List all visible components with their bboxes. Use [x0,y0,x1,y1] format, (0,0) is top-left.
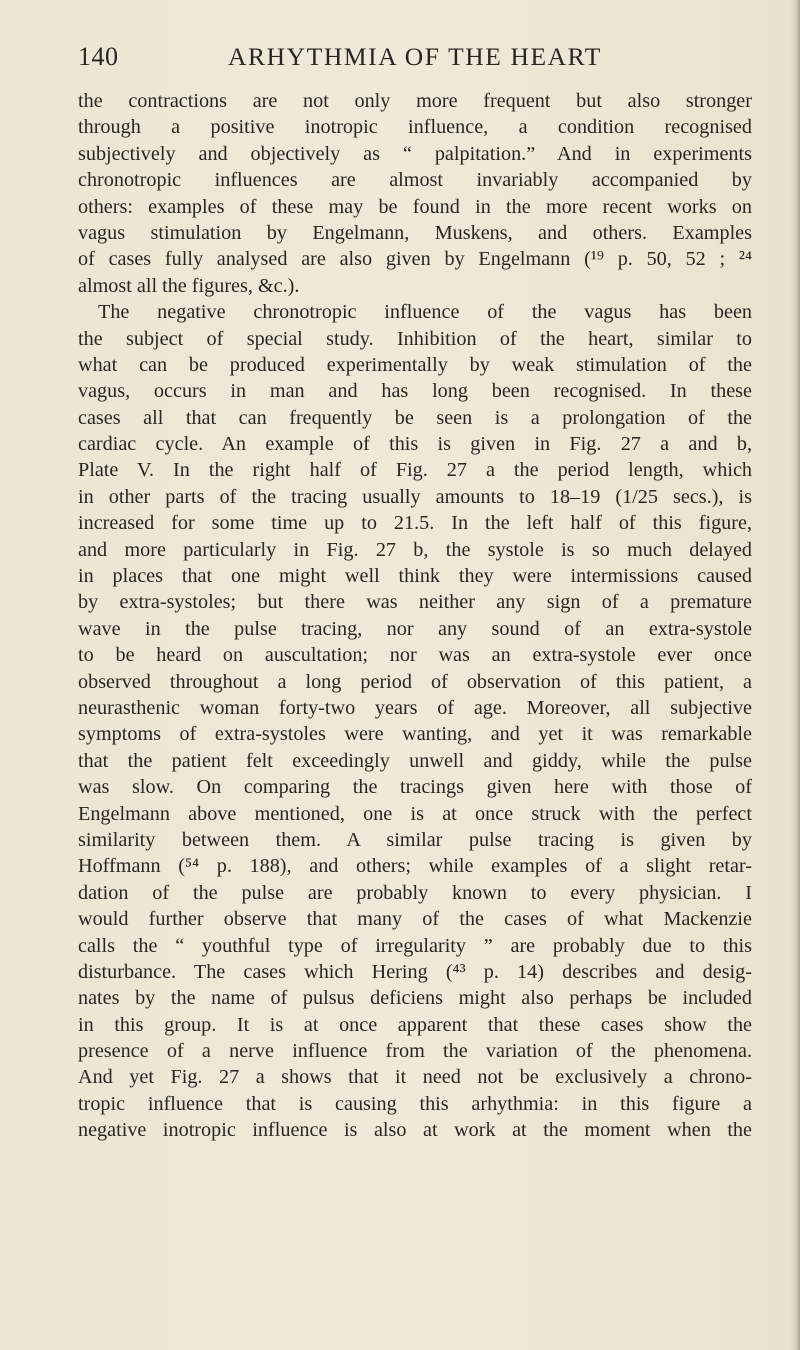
page-number: 140 [78,42,119,71]
text-line: presence of a nerve influence from the variation of the phenomena. [78,1040,752,1063]
text-line: cases all that can frequently be seen is a prolongation of the [78,406,752,429]
text-line: nates by the name of pulsus deficiens might also perhaps be included [78,987,752,1010]
text-line: similarity between them. A similar pulse tracing is given by [78,828,752,851]
text-line: subjectively and objectively as “ palpitation.” And in experiments [78,142,752,165]
text-line: to be heard on auscultation; nor was an extra-systole ever once [78,644,752,667]
text-line: cardiac cycle. An example of this is given in Fig. 27 a and b, [78,433,752,456]
text-line: neurasthenic woman forty-two years of age. Moreover, all subjective [78,696,752,719]
text-line: of cases fully analysed are also given by Engelmann (¹⁹ p. 50, 52 ; ²⁴ [78,248,752,271]
text-line: what can be produced experimentally by weak stimulation of the [78,353,752,376]
text-line: negative inotropic influence is also at work at the moment when the [78,1119,752,1142]
text-line: chronotropic influences are almost invariably accompanied by [78,169,752,192]
text-line: vagus stimulation by Engelmann, Muskens, and others. Examples [78,221,752,244]
text-line: calls the “ youthful type of irregularity ” are probably due to this [78,934,752,957]
text-line: wave in the pulse tracing, nor any sound of an extra-systole [78,617,752,640]
text-line: by extra-systoles; but there was neither any sign of a premature [78,591,752,614]
text-line: Plate V. In the right half of Fig. 27 a the period length, which [78,459,752,482]
text-line: increased for some time up to 21.5. In the left half of this figure, [78,512,752,535]
text-line: tropic influence that is causing this arhythmia: in this figure a [78,1092,752,1115]
text-line: And yet Fig. 27 a shows that it need not be exclusively a chrono- [78,1066,752,1089]
text-line: Engelmann above mentioned, one is at once struck with the perfect [78,802,752,825]
text-line: observed throughout a long period of observation of this patient, a [78,670,752,693]
text-line: disturbance. The cases which Hering (⁴³ p. 14) describes and desig- [78,960,752,983]
text-line: and more particularly in Fig. 27 b, the systole is so much delayed [78,538,752,561]
text-line: in this group. It is at once apparent that these cases show the [78,1013,752,1036]
text-line: almost all the figures, &c.). [78,274,300,297]
text-line: in other parts of the tracing usually amounts to 18–19 (1/25 secs.), is [78,485,752,508]
text-line: the contractions are not only more frequent but also stronger [78,90,752,112]
text-line: The negative chronotropic influence of the vagus has been [98,301,752,324]
text-line: the subject of special study. Inhibition of the heart, similar to [78,327,752,350]
text-line: vagus, occurs in man and has long been recognised. In these [78,380,752,403]
text-line: was slow. On comparing the tracings given here with those of [78,776,752,799]
text-line: dation of the pulse are probably known to every physician. I [78,881,752,904]
page-edge-shadow [790,0,800,1350]
text-line: through a positive inotropic influence, a condition recognised [78,116,752,139]
page-header [78,34,750,84]
body-text [78,88,752,1144]
text-line: would further observe that many of the cases of what Mackenzie [78,908,752,931]
running-title: ARHYTHMIA OF THE HEART [228,42,602,71]
text-line: that the patient felt exceedingly unwell and giddy, while the pulse [78,749,752,772]
text-line: symptoms of extra-systoles were wanting, and yet it was remarkable [78,723,752,746]
text-line: others: examples of these may be found in the more recent works on [78,195,752,218]
text-line: in places that one might well think they were intermissions caused [78,565,752,588]
text-line: Hoffmann (⁵⁴ p. 188), and others; while examples of a slight retar- [78,855,752,878]
